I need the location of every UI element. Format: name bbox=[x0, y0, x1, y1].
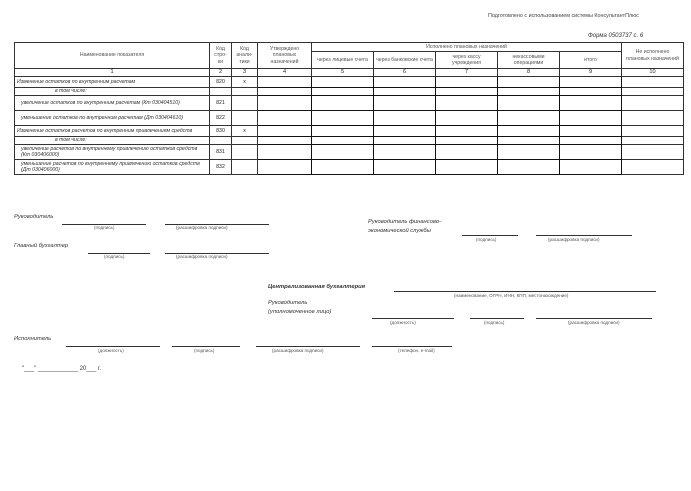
consultant-note: Подготовлено с использованием системы КонсультантПлюс bbox=[488, 13, 639, 19]
value-cell[interactable] bbox=[258, 111, 312, 126]
fin-head-decode-caption: (расшифровка подписи) bbox=[548, 237, 600, 242]
value-cell[interactable] bbox=[622, 96, 684, 111]
row-analytics bbox=[232, 160, 258, 175]
col-num: 6 bbox=[374, 69, 436, 77]
value-cell[interactable] bbox=[312, 111, 374, 126]
value-cell[interactable] bbox=[498, 145, 560, 160]
table-row bbox=[15, 96, 684, 111]
head-decode-caption: (расшифровка подписи) bbox=[176, 225, 228, 230]
row-analytics bbox=[232, 145, 258, 160]
executor-position-line bbox=[66, 346, 160, 347]
fin-head-signature-caption: (подпись) bbox=[476, 237, 497, 242]
executor-signature-line bbox=[172, 346, 240, 347]
executor-phone-caption: (телефон, e-mail) bbox=[398, 348, 435, 353]
chief-accountant-label: Главный бухгалтер bbox=[14, 243, 69, 249]
col-num: 10 bbox=[622, 69, 684, 77]
value-cell[interactable] bbox=[312, 88, 374, 96]
row-label: уменьшение остатков по внутренним расчетам (Дт 030404610) bbox=[15, 111, 210, 126]
value-cell[interactable] bbox=[622, 88, 684, 96]
col-num: 4 bbox=[258, 69, 312, 77]
row-analytics bbox=[232, 137, 258, 145]
col-exec-bank-accounts: через банковские счета bbox=[374, 52, 436, 69]
col-num: 3 bbox=[232, 69, 258, 77]
fin-head-signature-line bbox=[462, 235, 518, 236]
value-cell[interactable] bbox=[374, 96, 436, 111]
row-label: увеличение расчетов по внутреннему привлечению остатков средств (Кт 030406000) bbox=[15, 145, 210, 160]
col-name-header: Наименование показателя bbox=[15, 43, 210, 69]
value-cell[interactable] bbox=[258, 126, 312, 137]
row-code: 832 bbox=[210, 160, 232, 175]
executor-label: Исполнитель bbox=[14, 336, 52, 342]
report-date: "___" ____________ 20___ г. bbox=[22, 366, 102, 372]
row-analytics bbox=[232, 88, 258, 96]
centralized-org-line bbox=[394, 291, 656, 292]
chief-signature-caption: (подпись) bbox=[104, 254, 125, 259]
row-label: Изменение остатков по внутренним расчетам bbox=[15, 77, 210, 88]
form-number: Форма 0503737 с. 6 bbox=[588, 33, 644, 39]
table-row bbox=[15, 77, 684, 88]
authorized-decode-caption: (расшифровка подписи) bbox=[568, 320, 620, 325]
row-label: в том числе: bbox=[15, 137, 210, 145]
col-exec-noncash: некассовыми операциями bbox=[498, 52, 560, 69]
value-cell[interactable] bbox=[498, 96, 560, 111]
value-cell[interactable] bbox=[560, 160, 622, 175]
row-analytics: x bbox=[232, 77, 258, 88]
value-cell[interactable] bbox=[258, 145, 312, 160]
table-body bbox=[15, 77, 684, 175]
row-label: уменьшение расчетов по внутреннему привлечению остатков средств (Дт 030406000) bbox=[15, 160, 210, 175]
col-exec-total: итого bbox=[560, 52, 622, 69]
value-cell[interactable] bbox=[374, 137, 436, 145]
value-cell[interactable] bbox=[258, 96, 312, 111]
value-cell[interactable] bbox=[312, 145, 374, 160]
org-details-caption: (наименование, ОГРН, ИНН, КПП, местонахождение) bbox=[454, 293, 569, 298]
table-row bbox=[15, 111, 684, 126]
value-cell[interactable] bbox=[374, 88, 436, 96]
row-code: 820 bbox=[210, 77, 232, 88]
table-row bbox=[15, 126, 684, 137]
value-cell[interactable] bbox=[622, 145, 684, 160]
row-analytics bbox=[232, 111, 258, 126]
col-num: 5 bbox=[312, 69, 374, 77]
chief-decode-caption: (расшифровка подписи) bbox=[176, 254, 228, 259]
value-cell[interactable] bbox=[498, 160, 560, 175]
value-cell[interactable] bbox=[622, 111, 684, 126]
authorized-position-caption: (должность) bbox=[390, 320, 416, 325]
executor-decode-line bbox=[256, 346, 360, 347]
row-code: 830 bbox=[210, 126, 232, 137]
head-signature-caption: (подпись) bbox=[94, 225, 115, 230]
value-cell[interactable] bbox=[312, 96, 374, 111]
col-num: 2 bbox=[210, 69, 232, 77]
row-label: Изменение остатков расчетов по внутренним привлечениям средств bbox=[15, 126, 210, 137]
fin-head-label: Руководитель финансово-экономической службы bbox=[368, 219, 441, 234]
value-cell[interactable] bbox=[258, 77, 312, 88]
table-row bbox=[15, 145, 684, 160]
value-cell[interactable] bbox=[374, 77, 436, 88]
value-cell[interactable] bbox=[258, 88, 312, 96]
value-cell[interactable] bbox=[498, 111, 560, 126]
table-row bbox=[15, 137, 684, 145]
value-cell[interactable] bbox=[498, 126, 560, 137]
value-cell[interactable] bbox=[374, 126, 436, 137]
authorized-signature-caption: (подпись) bbox=[484, 320, 505, 325]
value-cell[interactable] bbox=[436, 145, 498, 160]
value-cell[interactable] bbox=[622, 77, 684, 88]
col-num: 9 bbox=[560, 69, 622, 77]
value-cell[interactable] bbox=[258, 137, 312, 145]
executor-phone-line bbox=[372, 346, 452, 347]
value-cell[interactable] bbox=[312, 137, 374, 145]
value-cell[interactable] bbox=[312, 126, 374, 137]
value-cell[interactable] bbox=[374, 160, 436, 175]
value-cell[interactable] bbox=[374, 111, 436, 126]
col-code-analytics-header: Код анали- тики bbox=[232, 43, 258, 69]
authorized-person-label: Руководитель (уполномоченное лицо) bbox=[268, 300, 332, 315]
row-label: в том числе: bbox=[15, 88, 210, 96]
executor-signature-caption: (подпись) bbox=[194, 348, 215, 353]
table-row bbox=[15, 160, 684, 175]
row-analytics bbox=[232, 96, 258, 111]
value-cell[interactable] bbox=[498, 137, 560, 145]
value-cell[interactable] bbox=[622, 160, 684, 175]
value-cell[interactable] bbox=[560, 111, 622, 126]
row-code bbox=[210, 137, 232, 145]
row-code: 822 bbox=[210, 111, 232, 126]
row-analytics: x bbox=[232, 126, 258, 137]
fin-head-decode-line bbox=[536, 235, 632, 236]
value-cell[interactable] bbox=[498, 77, 560, 88]
row-code: 821 bbox=[210, 96, 232, 111]
value-cell[interactable] bbox=[560, 88, 622, 96]
value-cell[interactable] bbox=[498, 88, 560, 96]
col-approved-header: Утверждено плановых назначений bbox=[258, 43, 312, 69]
col-exec-cash: через кассу учреждения bbox=[436, 52, 498, 69]
value-cell[interactable] bbox=[374, 145, 436, 160]
value-cell[interactable] bbox=[622, 126, 684, 137]
report-table bbox=[14, 42, 684, 175]
executor-position-caption: (должность) bbox=[98, 348, 124, 353]
value-cell[interactable] bbox=[436, 160, 498, 175]
value-cell[interactable] bbox=[436, 77, 498, 88]
col-exec-personal-accounts: через лицевые счета bbox=[312, 52, 374, 69]
value-cell[interactable] bbox=[312, 160, 374, 175]
value-cell[interactable] bbox=[436, 126, 498, 137]
column-numbers-row bbox=[15, 69, 684, 77]
value-cell[interactable] bbox=[436, 96, 498, 111]
value-cell[interactable] bbox=[258, 160, 312, 175]
value-cell[interactable] bbox=[622, 137, 684, 145]
authorized-decode-line bbox=[536, 318, 652, 319]
value-cell[interactable] bbox=[560, 126, 622, 137]
row-code: 831 bbox=[210, 145, 232, 160]
col-num: 7 bbox=[436, 69, 498, 77]
row-label: увеличение остатков по внутренним расчетам (Кт 030404510) bbox=[15, 96, 210, 111]
col-unexecuted-header: Не исполнено плановых назначений bbox=[622, 43, 684, 69]
col-executed-header: Исполнено плановых назначений bbox=[312, 43, 622, 52]
col-num: 8 bbox=[498, 69, 560, 77]
value-cell[interactable] bbox=[560, 137, 622, 145]
authorized-position-line bbox=[372, 318, 454, 319]
value-cell[interactable] bbox=[436, 88, 498, 96]
authorized-signature-line bbox=[470, 318, 524, 319]
table-row bbox=[15, 88, 684, 96]
executor-decode-caption: (расшифровка подписи) bbox=[272, 348, 324, 353]
value-cell[interactable] bbox=[312, 77, 374, 88]
row-code bbox=[210, 88, 232, 96]
col-num: 1 bbox=[15, 69, 210, 77]
head-label: Руководитель bbox=[14, 214, 54, 220]
value-cell[interactable] bbox=[560, 145, 622, 160]
col-code-line-header: Код стро- ки bbox=[210, 43, 232, 69]
value-cell[interactable] bbox=[560, 96, 622, 111]
value-cell[interactable] bbox=[436, 137, 498, 145]
centralized-accounting-label: Централизованная бухгалтерия bbox=[268, 284, 366, 290]
value-cell[interactable] bbox=[560, 77, 622, 88]
value-cell[interactable] bbox=[436, 111, 498, 126]
